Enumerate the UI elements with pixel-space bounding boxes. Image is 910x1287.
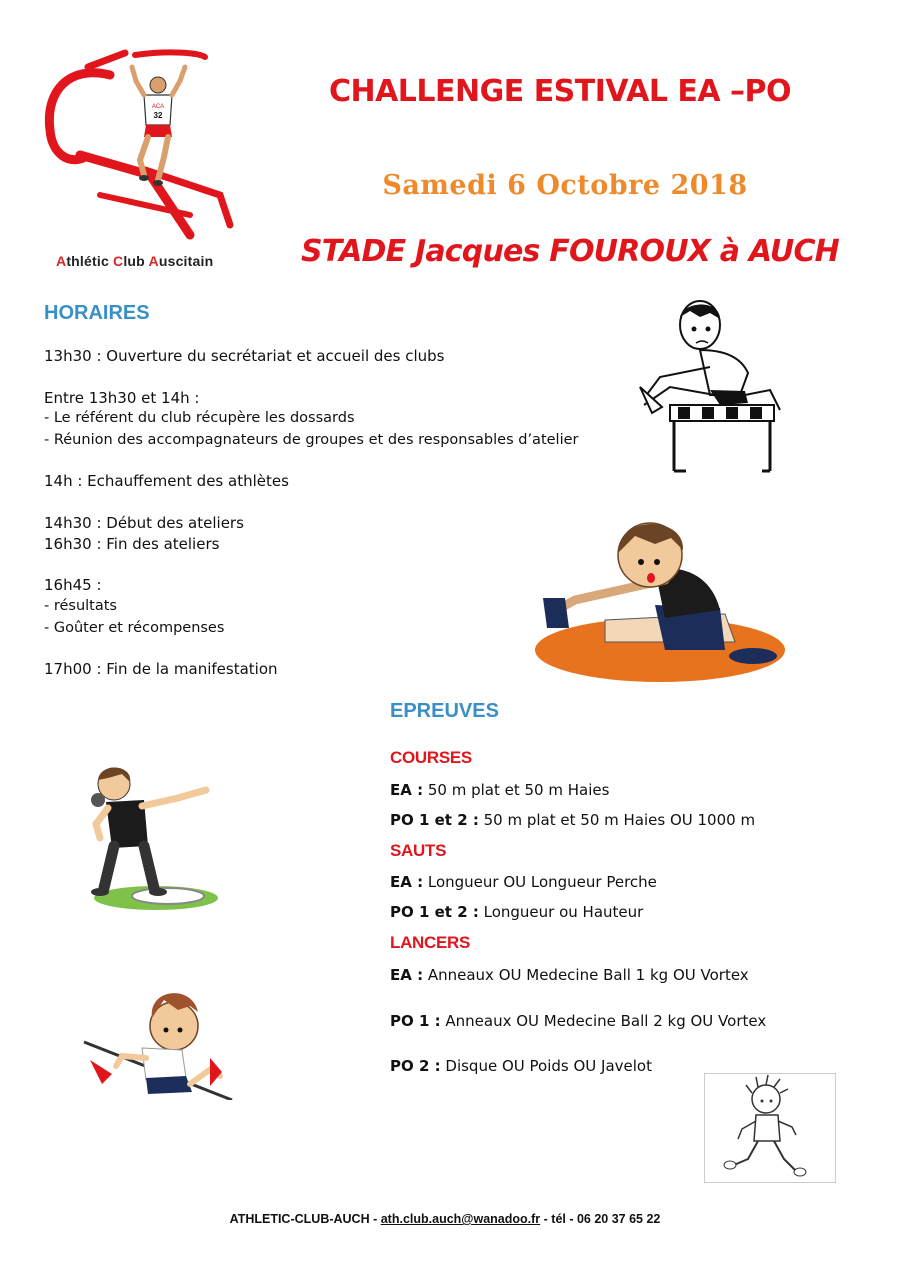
horaire-line: 14h : Echauffement des athlètes [44,472,289,490]
caption-part: A [56,253,67,269]
epreuve-text: Longueur OU Longueur Perche [423,873,657,891]
epreuve-row [390,811,755,829]
epreuve-text: Anneaux OU Medecine Ball 2 kg OU Vortex [440,1012,767,1030]
epreuve-text: Longueur ou Hauteur [478,903,644,921]
runner-sketch-illustration [704,1073,836,1183]
caption-part: A [148,253,159,269]
horaire-line: - résultats [44,598,117,614]
lancers-title: LANCERS [390,933,471,952]
epreuve-label: EA : [390,966,424,984]
epreuve-text: 50 m plat et 50 m Haies OU 1000 m [478,811,756,829]
horaire-line: 16h45 : [44,576,102,594]
horaire-line: 16h30 : Fin des ateliers [44,535,220,553]
horaire-line: - Réunion des accompagnateurs de groupes et des responsables d’atelier [44,432,579,448]
epreuve-label: PO 2 : [390,1057,441,1075]
horaires-title: HORAIRES [44,302,150,324]
epreuve-row [390,873,657,891]
horaire-line: - Le référent du club récupère les dossards [44,410,355,426]
event-place: STADE Jacques FOUROUX à AUCH [300,234,839,269]
bib-number: 32 [153,111,163,120]
stretching-illustration [535,510,785,685]
horaire-line: 17h00 : Fin de la manifestation [44,660,278,678]
epreuve-row [390,903,643,921]
epreuve-label: PO 1 et 2 : [390,811,479,829]
epreuve-label: EA : [390,873,424,891]
caption-part: uscitain [158,253,214,269]
epreuve-text: Disque OU Poids OU Javelot [440,1057,652,1075]
epreuve-label: EA : [390,781,424,799]
logo-caption [56,253,213,269]
footer-suffix: - tél - 06 20 37 65 22 [540,1212,661,1226]
thrower-illustration [78,760,218,912]
event-date: Samedi 6 Octobre 2018 [382,170,748,201]
epreuve-label: PO 1 et 2 : [390,903,479,921]
caption-part: C [113,253,124,269]
courses-title: COURSES [390,748,472,767]
club-logo [40,45,255,245]
vaulter-illustration [82,988,234,1100]
epreuve-row [390,1012,766,1030]
epreuve-text: 50 m plat et 50 m Haies [423,781,610,799]
epreuve-row [390,1057,652,1075]
caption-part: thlétic [66,253,114,269]
horaire-line: 14h30 : Début des ateliers [44,514,244,532]
bib-text: ACA [151,104,165,110]
hurdler-illustration [630,295,790,477]
sauts-title: SAUTS [390,841,447,860]
horaire-line: 13h30 : Ouverture du secrétariat et accueil des clubs [44,347,445,365]
page-title: CHALLENGE ESTIVAL EA –PO [328,74,792,109]
caption-part: lub [123,253,149,269]
footer [0,1212,890,1226]
epreuve-row [390,781,609,799]
epreuve-label: PO 1 : [390,1012,441,1030]
epreuves-title: EPREUVES [390,700,499,722]
footer-email-link[interactable]: ath.club.auch@wanadoo.fr [380,1212,541,1226]
footer-prefix: ATHLETIC-CLUB-AUCH - [229,1212,381,1226]
epreuve-row [390,966,749,984]
horaire-line: Entre 13h30 et 14h : [44,389,200,407]
horaire-line: - Goûter et récompenses [44,620,225,636]
epreuve-text: Anneaux OU Medecine Ball 1 kg OU Vortex [423,966,749,984]
